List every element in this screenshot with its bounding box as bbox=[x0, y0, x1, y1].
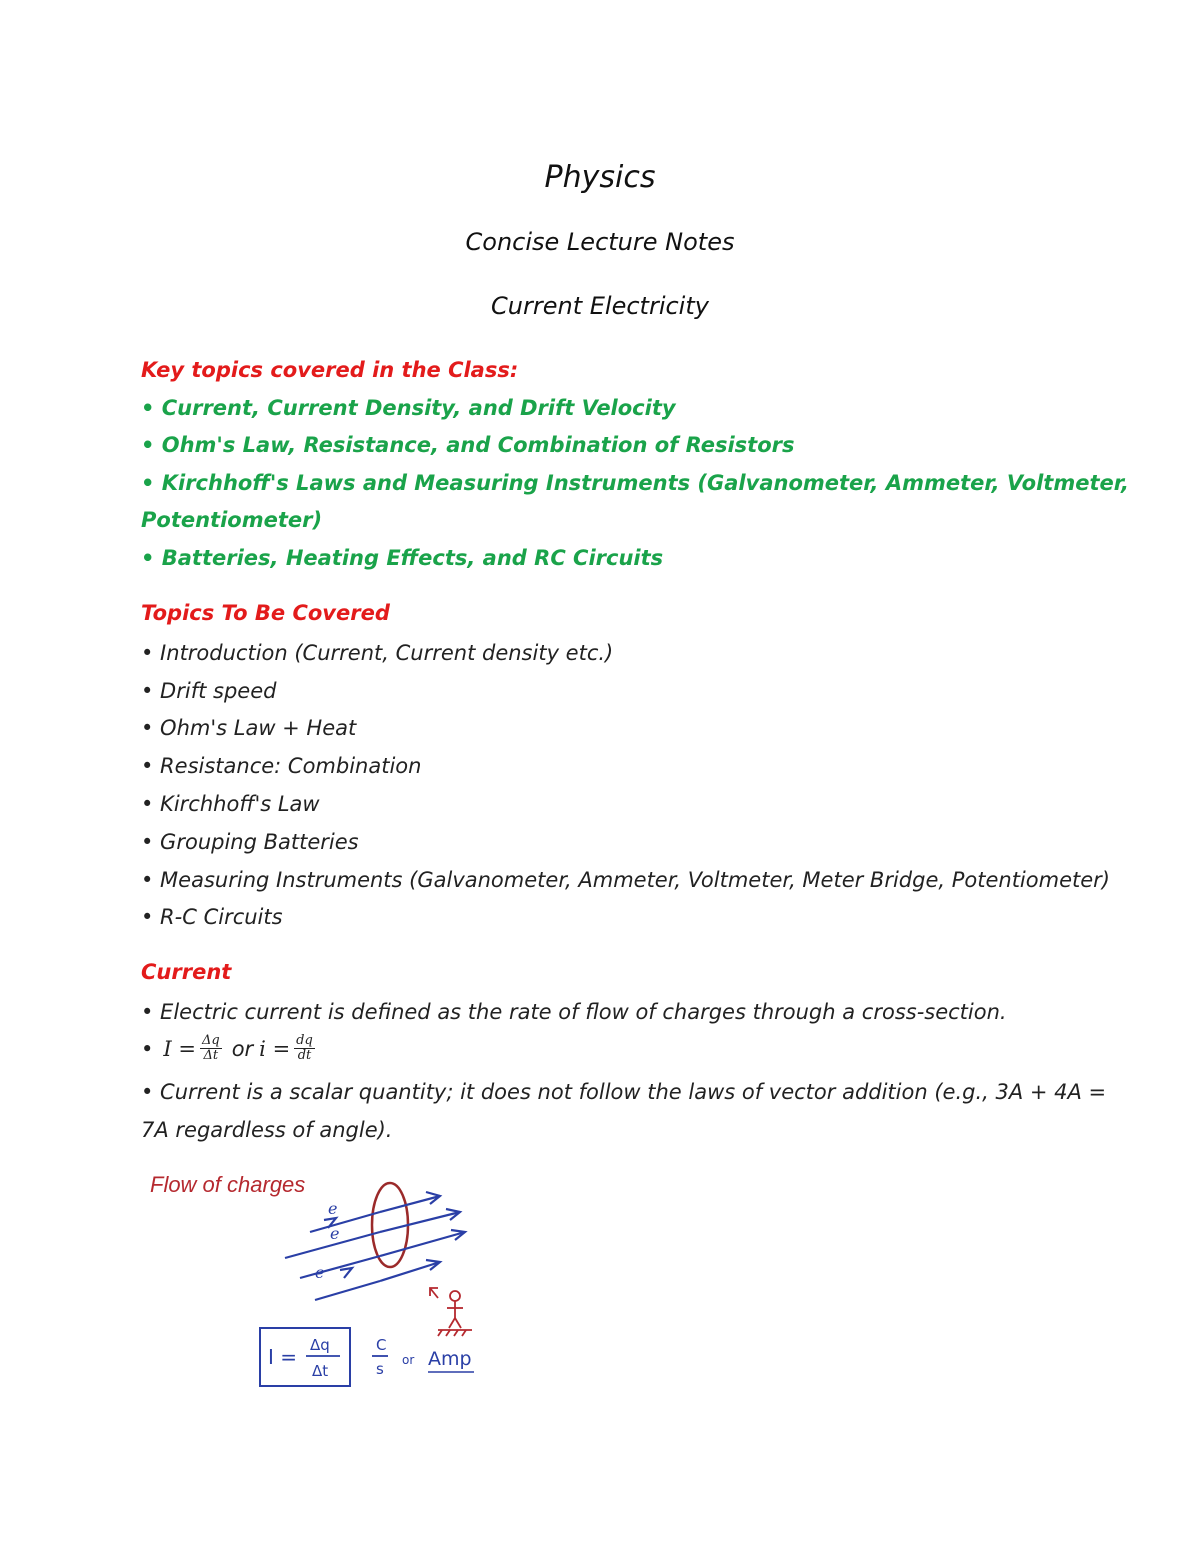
key-topic-item: • Current, Current Density, and Drift Velocity bbox=[141, 396, 676, 420]
boxed-formula-lhs: I = bbox=[268, 1345, 298, 1369]
topics-to-cover-heading: Topics To Be Covered bbox=[141, 601, 390, 625]
fraction-denominator: dt bbox=[297, 1048, 312, 1063]
fraction-denominator: Δt bbox=[203, 1048, 219, 1063]
current-formula bbox=[141, 1034, 319, 1063]
boxed-formula-numerator: Δq bbox=[310, 1336, 330, 1354]
chapter-title: Current Electricity bbox=[491, 292, 709, 320]
topic-item: • Introduction (Current, Current density etc.) bbox=[141, 641, 614, 665]
key-topics-heading: Key topics covered in the Class: bbox=[141, 358, 519, 382]
scalar-statement-line-1: • Current is a scalar quantity; it does not follow the laws of vector addition (e.g., 3A + 4A = bbox=[141, 1080, 1107, 1104]
charge-label: e bbox=[328, 1199, 338, 1218]
formula-lhs-2: i = bbox=[259, 1036, 291, 1061]
boxed-formula-denominator: Δt bbox=[312, 1362, 329, 1380]
current-definition: • Electric current is defined as the rate of flow of charges through a cross-section. bbox=[141, 1000, 1007, 1024]
formula-fraction-1 bbox=[200, 1034, 222, 1063]
topic-item: • Drift speed bbox=[141, 679, 277, 703]
topic-item: • Grouping Batteries bbox=[141, 830, 359, 854]
unit-denominator: s bbox=[376, 1360, 384, 1378]
cross-section-ellipse bbox=[372, 1183, 408, 1267]
flow-of-charges-diagram bbox=[140, 1160, 500, 1400]
topic-item: • Measuring Instruments (Galvanometer, Ammeter, Voltmeter, Meter Bridge, Potentiometer) bbox=[141, 868, 1110, 892]
key-topic-item: • Kirchhoff's Laws and Measuring Instruments (Galvanometer, Ammeter, Voltmeter, bbox=[141, 471, 1129, 495]
fraction-numerator: Δq bbox=[201, 1033, 220, 1048]
unit-numerator: C bbox=[376, 1336, 387, 1354]
formula-fraction-2 bbox=[294, 1034, 315, 1063]
document-title: Physics bbox=[544, 160, 656, 195]
formula-lhs-1: I = bbox=[163, 1036, 196, 1061]
observer-figure-icon bbox=[430, 1288, 472, 1336]
key-topic-item-continuation: Potentiometer) bbox=[141, 508, 323, 532]
charge-label: e bbox=[330, 1224, 340, 1243]
diagram-caption: Flow of charges bbox=[150, 1172, 306, 1197]
key-topic-item: • Ohm's Law, Resistance, and Combination of Resistors bbox=[141, 433, 795, 457]
topic-item: • Ohm's Law + Heat bbox=[141, 716, 357, 740]
topic-item: • Resistance: Combination bbox=[141, 754, 422, 778]
formula-or: or bbox=[231, 1036, 254, 1061]
unit-amp: Amp bbox=[428, 1348, 472, 1370]
charge-label: e bbox=[315, 1263, 325, 1282]
scalar-statement-line-2: 7A regardless of angle). bbox=[141, 1118, 393, 1142]
current-heading: Current bbox=[141, 960, 232, 984]
unit-or: or bbox=[402, 1353, 415, 1367]
topic-item: • Kirchhoff's Law bbox=[141, 792, 320, 816]
topic-item: • R-C Circuits bbox=[141, 905, 283, 929]
fraction-numerator: dq bbox=[296, 1033, 313, 1048]
key-topic-item: • Batteries, Heating Effects, and RC Circuits bbox=[141, 546, 664, 570]
formula-bullet: • bbox=[141, 1036, 154, 1061]
document-subtitle: Concise Lecture Notes bbox=[465, 228, 735, 256]
